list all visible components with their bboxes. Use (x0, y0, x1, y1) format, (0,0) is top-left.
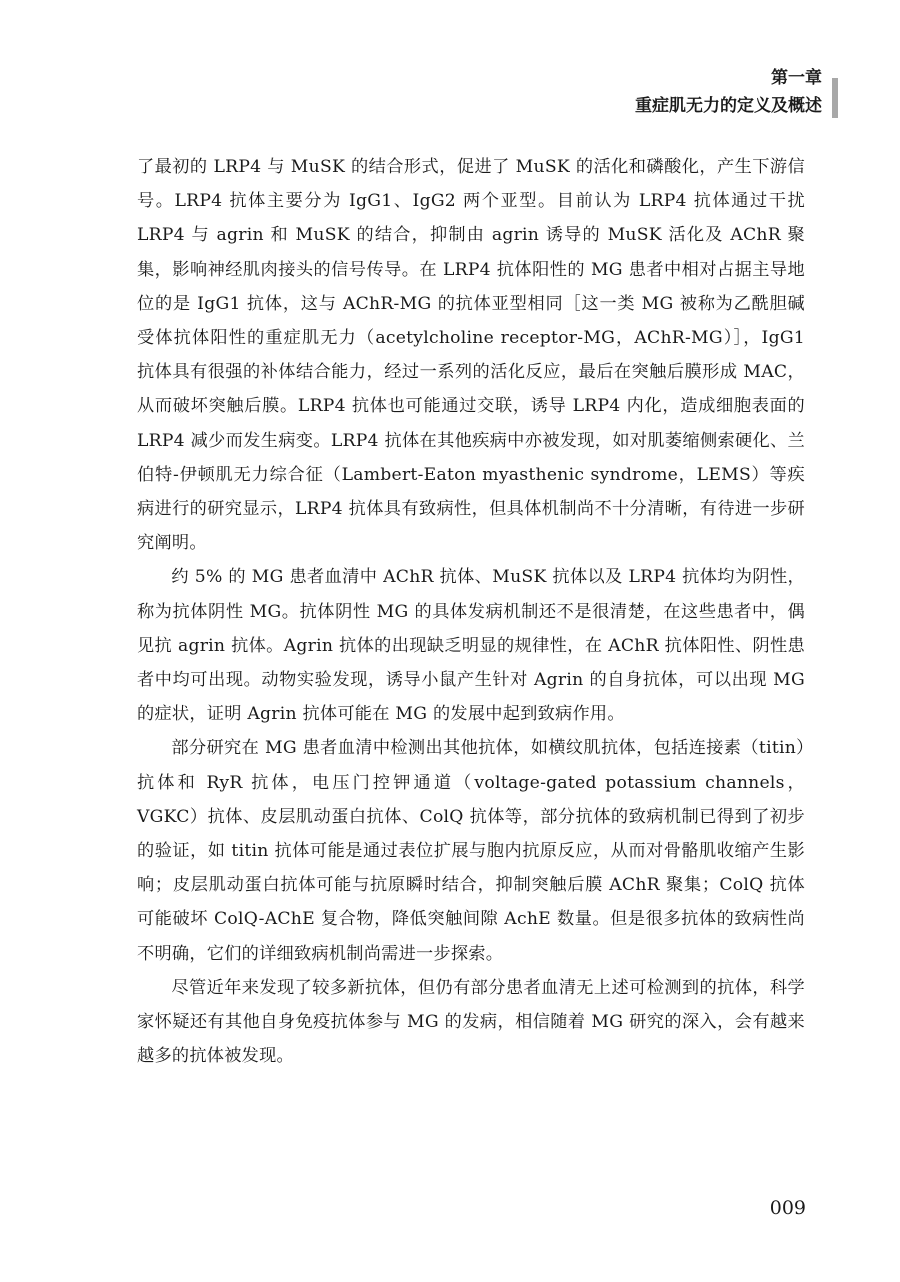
paragraph-4: 尽管近年来发现了较多新抗体，但仍有部分患者血清无上述可检测到的抗体，科学家怀疑还有其他自身免疫抗体参与 MG 的发病，相信随着 MG 研究的深入，会有越来越多的抗体被发现。 (137, 977, 805, 1067)
chapter-label: 第一章 (771, 68, 822, 88)
body-text (137, 150, 805, 1073)
chapter-title: 重症肌无力的定义及概述 (635, 96, 822, 116)
running-head (478, 64, 838, 120)
running-head-bar (832, 78, 838, 118)
paragraph-3: 部分研究在 MG 患者血清中检测出其他抗体，如横纹肌抗体，包括连接素（titin）抗体和 RyR 抗体，电压门控钾通道（voltage-gated potassium channels，VGKC）抗体、皮层肌动蛋白抗体、ColQ 抗体等，部分抗体的致病机制已得到了初步的验证，如 titin 抗体可能是通过表位扩展与胞内抗原反应，从而对骨骼肌收缩产生影响；皮层肌动蛋白抗体可能与抗原瞬时结合，抑制突触后膜 AChR 聚集；ColQ 抗体可能破坏 ColQ-AChE 复合物，降低突触间隙 AchE 数量。但是很多抗体的致病性尚不明确，它们的详细致病机制尚需进一步探索。 (137, 738, 805, 964)
paragraph-2: 约 5% 的 MG 患者血清中 AChR 抗体、MuSK 抗体以及 LRP4 抗体均为阴性，称为抗体阴性 MG。抗体阴性 MG 的具体发病机制还不是很清楚，在这些患者中，偶见抗 agrin 抗体。Agrin 抗体的出现缺乏明显的规律性，在 AChR 抗体阳性、阴性患者中均可出现。动物实验发现，诱导小鼠产生针对 Agrin 的自身抗体，可以出现 MG 的症状，证明 Agrin 抗体可能在 MG 的发展中起到致病作用。 (137, 567, 805, 725)
paragraph-1: 了最初的 LRP4 与 MuSK 的结合形式，促进了 MuSK 的活化和磷酸化，产生下游信号。LRP4 抗体主要分为 IgG1、IgG2 两个亚型。目前认为 LRP4 抗体通过干扰 LRP4 与 agrin 和 MuSK 的结合，抑制由 agrin 诱导的 MuSK 活化及 AChR 聚集，影响神经肌肉接头的信号传导。在 LRP4 抗体阳性的 MG 患者中相对占据主导地位的是 IgG1 抗体，这与 AChR-MG 的抗体亚型相同［这一类 MG 被称为乙酰胆碱受体抗体阳性的重症肌无力（acetylcholine receptor-MG，AChR-MG）］，IgG1 抗体具有很强的补体结合能力，经过一系列的活化反应，最后在突触后膜形成 MAC，从而破坏突触后膜。LRP4 抗体也可能通过交联，诱导 LRP4 内化，造成细胞表面的 LRP4 减少而发生病变。LRP4 抗体在其他疾病中亦被发现，如对肌萎缩侧索硬化、兰伯特-伊顿肌无力综合征（Lambert-Eaton myasthenic syndrome，LEMS）等疾病进行的研究显示，LRP4 抗体具有致病性，但具体机制尚不十分清晰，有待进一步研究阐明。 (137, 157, 805, 554)
page-number: 009 (769, 1197, 806, 1219)
